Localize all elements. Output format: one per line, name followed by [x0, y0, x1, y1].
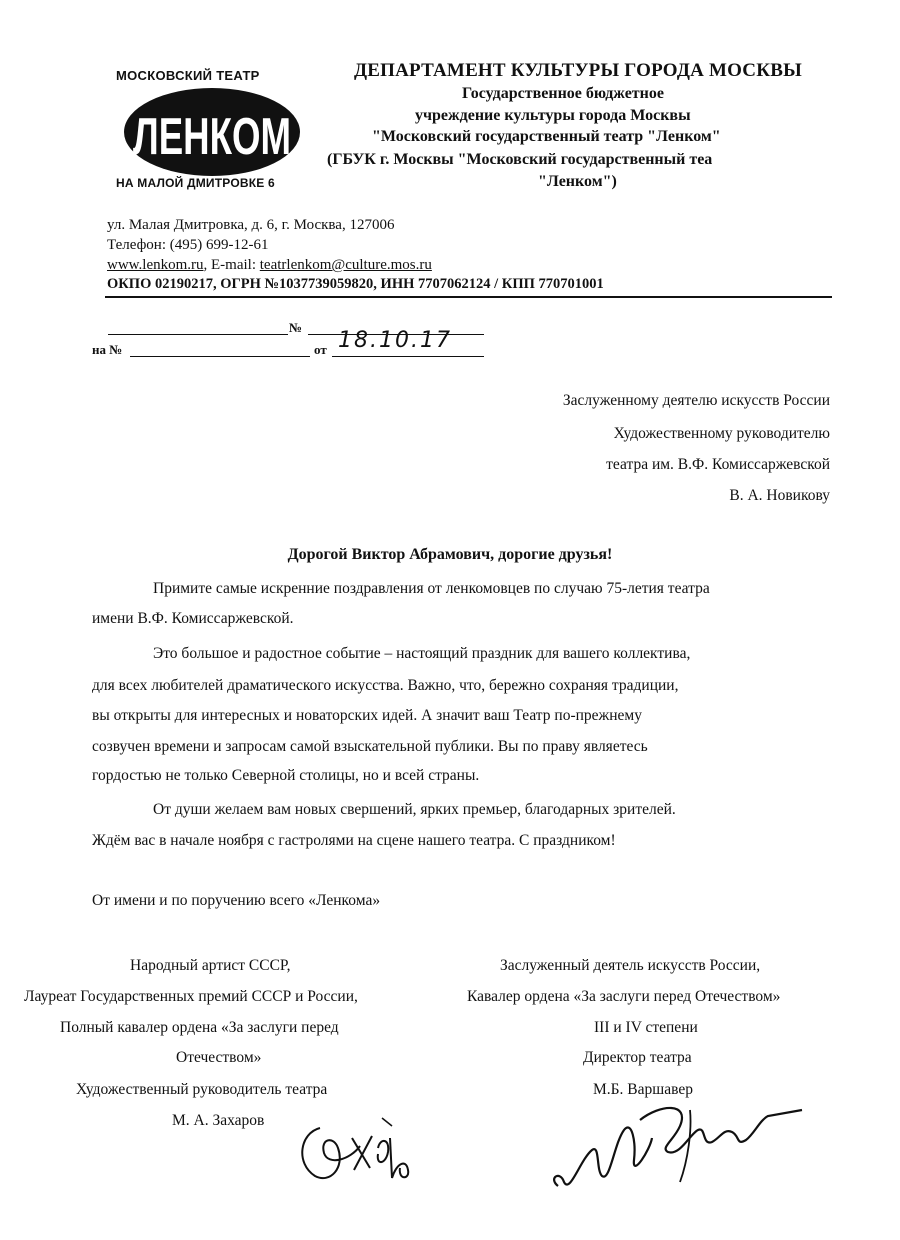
paragraph-3-line-2: Ждём вас в начале ноября с гастролями на сцене нашего театра. С праздником!	[92, 832, 616, 849]
paragraph-2-line-4: созвучен времени и запросам самой взыскательной публики. Вы по праву являетесь	[92, 738, 648, 755]
paragraph-2-line-2: для всех любителей драматического искусства. Важно, что, бережно сохраняя традиции,	[92, 677, 679, 694]
right-signatory-line-1: Заслуженный деятель искусств России,	[500, 957, 761, 974]
header-line-3: учреждение культуры города Москвы	[415, 107, 691, 124]
right-handwritten-signature	[540, 1090, 810, 1200]
paragraph-2-line-5: гордостью не только Северной столицы, но и всей страны.	[92, 767, 480, 784]
ref-date: 18.10.17	[338, 328, 452, 353]
greeting: Дорогой Виктор Абрамович, дорогие друзья!	[287, 546, 613, 563]
header-line-6: "Ленком")	[538, 173, 617, 190]
lenkom-logo	[122, 86, 302, 178]
ref-date-line	[332, 356, 484, 357]
logo-top-text: МОСКОВСКИЙ ТЕАТР	[116, 68, 260, 83]
paragraph-1-line-2: имени В.Ф. Комиссаржевской.	[92, 610, 294, 627]
website-link[interactable]: www.lenkom.ru	[107, 257, 204, 273]
left-signatory-line-1: Народный артист СССР,	[130, 957, 291, 974]
ref-from-label: от	[314, 342, 327, 357]
contact-codes: ОКПО 02190217, ОГРН №1037739059820, ИНН 7707062124 / КПП 770701001	[107, 276, 604, 292]
left-signatory-line-2: Лауреат Государственных премий СССР и России,	[24, 988, 358, 1005]
left-handwritten-signature	[290, 1108, 430, 1188]
email-label: , E-mail:	[203, 257, 260, 273]
header-line-2: Государственное бюджетное	[462, 85, 664, 102]
contact-address: ул. Малая Дмитровка, д. 6, г. Москва, 127006	[107, 217, 395, 233]
ref-on-number-label: на №	[92, 342, 123, 357]
right-signatory-name: М.Б. Варшавер	[593, 1081, 693, 1098]
left-signatory-name: М. А. Захаров	[172, 1112, 265, 1129]
paragraph-2-line-3: вы открыты для интересных и новаторских идей. А значит ваш Театр по-прежнему	[92, 707, 642, 724]
paragraph-3-line-1: От души желаем вам новых свершений, ярких премьер, благодарных зрителей.	[153, 801, 676, 818]
ref-number-line	[108, 334, 288, 335]
contact-phone: Телефон: (495) 699-12-61	[107, 237, 269, 253]
addressee-line-2: Художественному руководителю	[613, 425, 830, 442]
paragraph-1-line-1: Примите самые искренние поздравления от ленкомовцев по случаю 75-летия театра	[153, 580, 710, 597]
ref-on-number-line	[130, 356, 310, 357]
logo-bottom-text: НА МАЛОЙ ДМИТРОВКЕ 6	[116, 176, 275, 190]
addressee-name: В. А. Новикову	[729, 487, 830, 504]
contact-web-email	[107, 257, 432, 274]
addressee-line-3: театра им. В.Ф. Комиссаржевской	[606, 456, 830, 473]
header-department: ДЕПАРТАМЕНТ КУЛЬТУРЫ ГОРОДА МОСКВЫ	[354, 60, 802, 81]
closing-line: От имени и по поручению всего «Ленкома»	[92, 892, 381, 909]
addressee-line-1: Заслуженному деятелю искусств России	[562, 392, 830, 409]
left-signatory-line-3: Полный кавалер ордена «За заслуги перед	[60, 1019, 339, 1036]
logo-name: ЛЕНКОМ	[133, 108, 291, 166]
ref-number-label: №	[289, 320, 303, 335]
header-rule	[105, 296, 832, 298]
left-signatory-line-4: Отечеством»	[176, 1049, 262, 1066]
header-line-5: (ГБУК г. Москвы "Московский государственный теа	[327, 151, 713, 168]
header-line-4: "Московский государственный театр "Ленком"	[372, 128, 721, 145]
right-signatory-line-3: III и IV степени	[594, 1019, 698, 1036]
email-link[interactable]: teatrlenkom@culture.mos.ru	[259, 257, 432, 273]
paragraph-2-line-1: Это большое и радостное событие – настоящий праздник для вашего коллектива,	[153, 645, 691, 662]
right-signatory-line-4: Директор театра	[583, 1049, 692, 1066]
left-signatory-line-5: Художественный руководитель театра	[76, 1081, 328, 1098]
right-signatory-line-2: Кавалер ордена «За заслуги перед Отечеством»	[467, 988, 781, 1005]
